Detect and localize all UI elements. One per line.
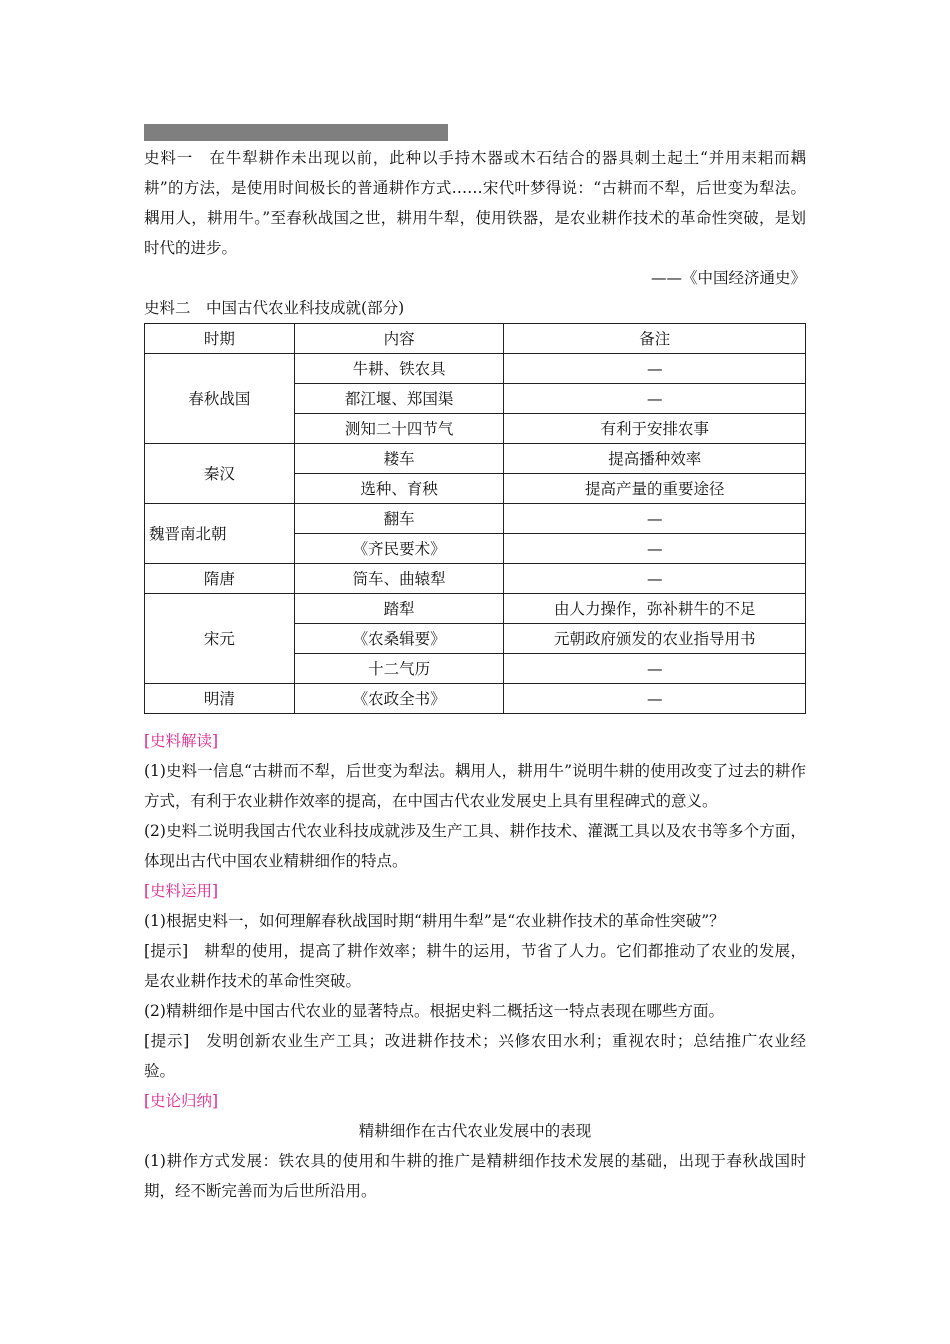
- content-cell: 《农桑辑要》: [294, 624, 504, 654]
- apply-answer-1: [提示] 耕犁的使用，提高了耕作效率；耕牛的运用，节省了人力。它们都推动了农业的发展，是农业耕作技术的革命性突破。: [144, 942, 806, 990]
- remarks-cell: 由人力操作，弥补耕牛的不足: [504, 594, 806, 624]
- document-body: [144, 143, 806, 1206]
- content-cell: 都江堰、郑国渠: [294, 384, 504, 414]
- source1-text: 在牛犁耕作未出现以前，此种以手持木器或木石结合的器具刺土起土“并用耒耜而耦耕”的方法，是使用时间极长的普通耕作方式……宋代叶梦得说：“古耕而不犁，后世变为犁法。耦用人，耕用牛。”至春秋战国之世，耕用牛犁，使用铁器，是农业耕作技术的革命性突破，是划时代的进步。: [144, 149, 806, 257]
- table-row: [145, 504, 806, 534]
- apply-answer-2: [提示] 发明创新农业生产工具；改进耕作技术；兴修农田水利；重视农时；总结推广农业经验。: [144, 1032, 806, 1080]
- table-row: [145, 684, 806, 714]
- period-cell: 宋元: [145, 594, 295, 684]
- source1-paragraph: [144, 143, 806, 263]
- remarks-cell: —: [504, 654, 806, 684]
- summary-title: 精耕细作在古代农业发展中的表现: [358, 1122, 592, 1140]
- summary-heading: [史论归纳]: [144, 1092, 219, 1110]
- period-cell: 春秋战国: [145, 354, 295, 444]
- remarks-cell: —: [504, 534, 806, 564]
- interpret-paragraph-1: (1)史料一信息“古耕而不犁，后世变为犁法。耦用人，耕用牛”说明牛耕的使用改变了过去的耕作方式，有利于农业耕作效率的提高，在中国古代农业发展史上具有里程碑式的意义。: [144, 762, 806, 810]
- table-row: [145, 594, 806, 624]
- remarks-cell: —: [504, 384, 806, 414]
- period-cell: 隋唐: [145, 564, 295, 594]
- source2-title: 中国古代农业科技成就(部分): [206, 299, 405, 317]
- table-header-row: [145, 324, 806, 354]
- content-cell: 《农政全书》: [294, 684, 504, 714]
- source2-caption: [144, 293, 806, 323]
- remarks-cell: —: [504, 684, 806, 714]
- period-cell: 魏晋南北朝: [145, 504, 295, 564]
- table-row: [145, 444, 806, 474]
- content-cell: 《齐民要术》: [294, 534, 504, 564]
- agriculture-achievements-table: [144, 323, 806, 714]
- interpret-heading: [史料解读]: [144, 732, 219, 750]
- header-content: 内容: [294, 324, 504, 354]
- header-remarks: 备注: [504, 324, 806, 354]
- remarks-cell: 提高播种效率: [504, 444, 806, 474]
- apply-heading: [史料运用]: [144, 882, 219, 900]
- remarks-cell: 有利于安排农事: [504, 414, 806, 444]
- content-cell: 十二气历: [294, 654, 504, 684]
- remarks-cell: —: [504, 354, 806, 384]
- header-period: 时期: [145, 324, 295, 354]
- content-cell: 筒车、曲辕犁: [294, 564, 504, 594]
- source1-citation: ——《中国经济通史》: [650, 269, 806, 287]
- summary-paragraph-1: (1)耕作方式发展：铁农具的使用和牛耕的推广是精耕细作技术发展的基础，出现于春秋战国时期，经不断完善而为后世所沿用。: [144, 1152, 806, 1200]
- remarks-cell: 元朝政府颁发的农业指导用书: [504, 624, 806, 654]
- table-row: [145, 354, 806, 384]
- remarks-cell: 提高产量的重要途径: [504, 474, 806, 504]
- apply-question-2: (2)精耕细作是中国古代农业的显著特点。根据史料二概括这一特点表现在哪些方面。: [144, 1002, 724, 1020]
- content-cell: 耧车: [294, 444, 504, 474]
- remarks-cell: —: [504, 504, 806, 534]
- section-title-bar: [144, 124, 448, 141]
- period-cell: 秦汉: [145, 444, 295, 504]
- content-cell: 踏犁: [294, 594, 504, 624]
- content-cell: 翻车: [294, 504, 504, 534]
- content-cell: 测知二十四节气: [294, 414, 504, 444]
- table-row: [145, 564, 806, 594]
- interpret-paragraph-2: (2)史料二说明我国古代农业科技成就涉及生产工具、耕作技术、灌溉工具以及农书等多个方面，体现出古代中国农业精耕细作的特点。: [144, 822, 806, 870]
- apply-question-1: (1)根据史料一，如何理解春秋战国时期“耕用牛犁”是“农业耕作技术的革命性突破”？: [144, 912, 725, 930]
- source2-label: 史料二: [144, 299, 191, 317]
- period-cell: 明清: [145, 684, 295, 714]
- source1-label: 史料一: [144, 149, 194, 167]
- content-cell: 选种、育秧: [294, 474, 504, 504]
- remarks-cell: —: [504, 564, 806, 594]
- content-cell: 牛耕、铁农具: [294, 354, 504, 384]
